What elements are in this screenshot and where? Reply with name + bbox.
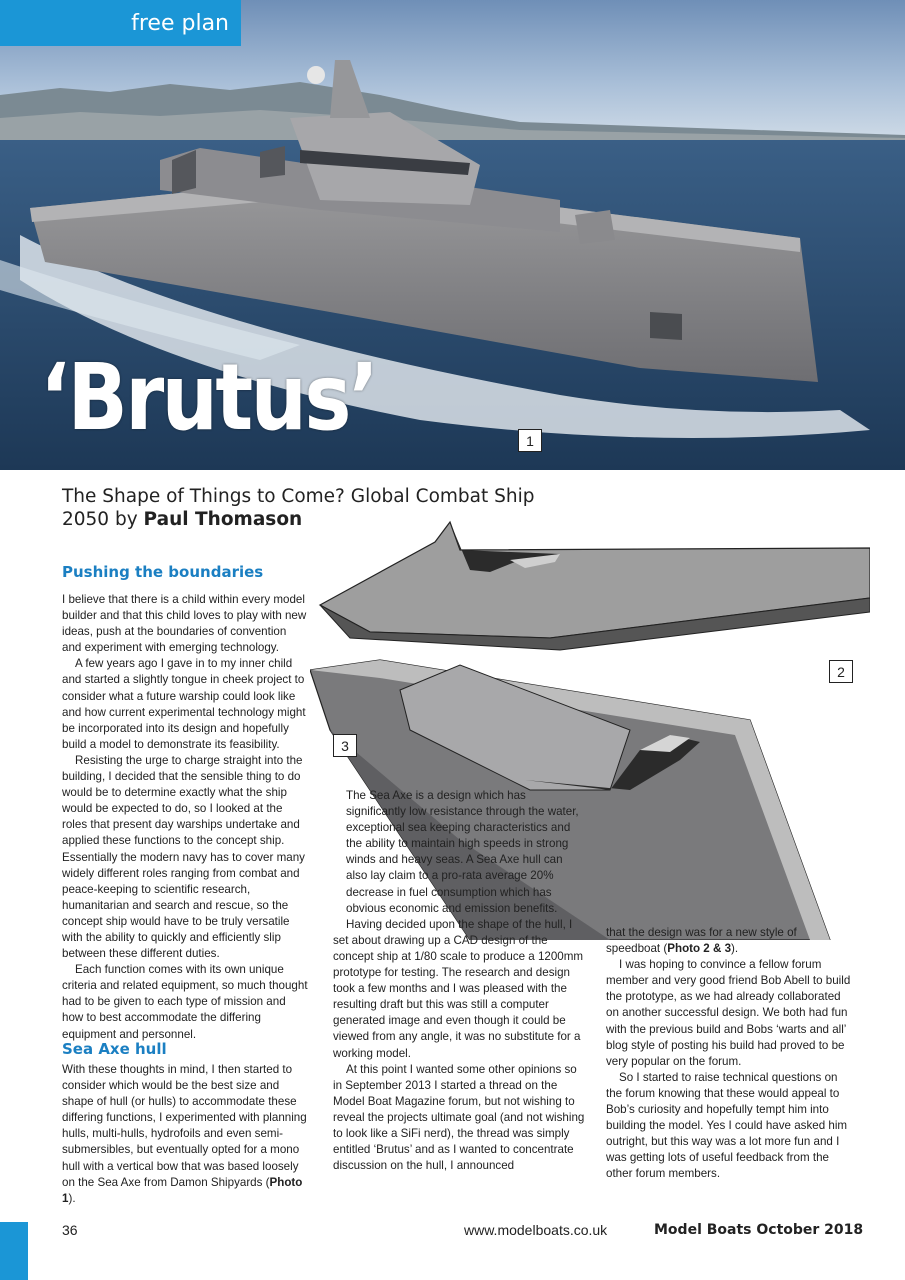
article-title: ‘Brutus’ — [40, 344, 377, 451]
heading-sea-axe-hull: Sea Axe hull — [62, 1040, 167, 1058]
paragraph: Having decided upon the shape of the hull, I set about drawing up a CAD design of the concept ship at 1/80 scale to produce a 1200mm prototype for testing. The research and design took a few months and I was pleased with the resulting draft but this was still a computer generated image and even though it could be viewed from any angle, it was no substitute for a working model. — [333, 917, 584, 1060]
footer-url[interactable]: www.modelboats.co.uk — [464, 1222, 608, 1238]
author-name: Paul Thomason — [143, 509, 303, 530]
hero-photo — [0, 0, 905, 470]
photo-2-label: 2 — [829, 660, 853, 683]
paragraph: A few years ago I gave in to my inner child and started a slightly tongue in cheek project to consider what a future warship could look like and how current experimental technology might be incorporated into its design and hopefully build a model to demonstrate its feasibility. — [62, 657, 306, 751]
subtitle-text: The Shape of Things to Come? Global Combat Ship 2050 by — [62, 486, 535, 530]
photo-ref: Photo 1 — [62, 1175, 303, 1205]
paragraph-wrap — [333, 788, 579, 917]
footer-accent-bar — [0, 1222, 28, 1280]
section-tag: free plan — [0, 0, 241, 46]
paragraph: So I started to raise technical questions on the forum knowing that these would appeal to Bob’s curiosity and hopefully tempt him into building the model. Yes I could have asked him outright, but this way was a lot more fun and I was getting lots of useful feedback from the other forum members. — [606, 1070, 848, 1181]
column-left-top — [62, 592, 308, 1043]
column-middle — [333, 788, 585, 1174]
paragraph: Resisting the urge to charge straight into the building, I decided that the sensible thing to do would be to determine exactly what the ship would be expected to do, so I looked at the roles that present day warships undertake and applied these functions to the concept ship. Essentially the modern navy has to cover many widely different roles ranging from combat and peace-keeping to scientific research, humanitarian and search and rescue, so the concept ship would have to be truly versatile with the ability to quickly and efficiently slip between these different duties. — [62, 753, 305, 961]
paragraph: Each function comes with its own unique criteria and related equipment, so much thought had to be given to each type of mission and how to best accommodate the differing equipment and personnel. — [62, 963, 308, 1041]
column-right — [606, 925, 854, 1183]
paragraph: I was hoping to convince a fellow forum member and very good friend Bob Abell to build the prototype, as we had already collaborated on another successful design. We both had fun with the previous build and Bobs ‘warts and all’ blog style of posting his build had proved to be very popular on the forum. — [606, 958, 851, 1068]
photo-3-label: 3 — [333, 734, 357, 757]
paragraph-end: ). — [68, 1191, 76, 1205]
column-left-bottom — [62, 1062, 308, 1207]
paragraph: The Sea Axe is a design which has significantly low resistance through the water, exceptional sea keeping characteristics and the ability to maintain high speeds in strong winds and heavy seas. A Sea Axe hull can also lay claim to a pro-rata average 20% decrease in fuel consumption which has obvious economic and emission benefits. — [346, 789, 579, 915]
paragraph — [606, 925, 854, 957]
paragraph-text: that the design was for a new style of speedboat ( — [606, 926, 797, 956]
magazine-issue: Model Boats October 2018 — [654, 1222, 864, 1238]
paragraph: I believe that there is a child within every model builder and that this child loves to play with new ideas, push at the boundaries of convention and experiment with emerging technology. — [62, 593, 307, 655]
paragraph-text: With these thoughts in mind, I then started to consider which would be the best size and shape of hull (or hulls) to accommodate these differing functions, I experimented with planning hulls, multi-hulls, hydrofoils and even semi-submersibles, but eventually opted for a mono hull with a vertical bow that was based loosely on the Sea Axe from Damon Shipyards ( — [62, 1063, 307, 1189]
paragraph: At this point I wanted some other opinions so in September 2013 I started a thread on the Model Boat Magazine forum, but not wishing to reveal the projects ultimate goal (and not wishing to look like a SiFi nerd), the thread was simply entitled ‘Brutus’ and as I wanted to concentrate discussion on the hull, I announced — [333, 1062, 585, 1173]
photo-ref: Photo 2 & 3 — [667, 942, 732, 956]
paragraph — [62, 1062, 308, 1207]
heading-pushing-the-boundaries: Pushing the boundaries — [62, 563, 264, 581]
page-number: 36 — [62, 1222, 78, 1238]
paragraph-end: ). — [731, 942, 739, 956]
photo-1-label: 1 — [518, 429, 542, 452]
